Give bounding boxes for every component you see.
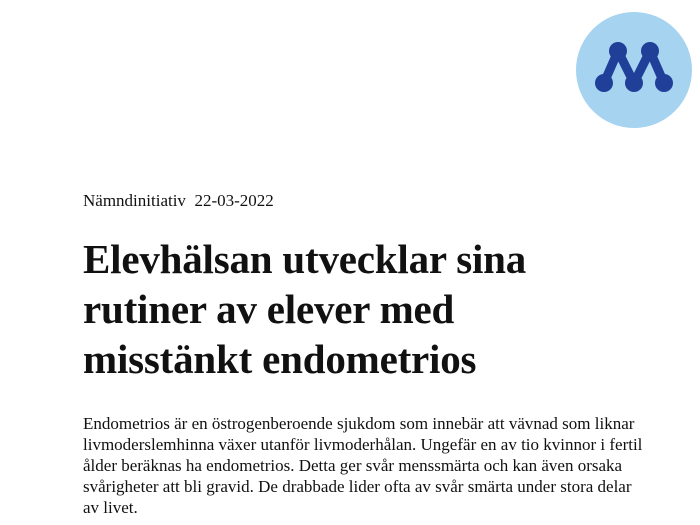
- body-paragraph: [83, 413, 683, 518]
- document-title: [83, 234, 643, 384]
- logo-circle: [576, 12, 692, 128]
- logo-dot: [595, 74, 613, 92]
- logo-dot: [655, 74, 673, 92]
- logo-dot: [625, 74, 643, 92]
- title-line: Elevhälsan utvecklar sina: [83, 236, 527, 282]
- document-date: 22-03-2022: [194, 191, 274, 210]
- title-line: rutiner av elever med: [83, 286, 455, 332]
- logo-dot: [641, 42, 659, 60]
- body-line: livmoderslemhinna växer utanför livmoderhålan. Ungefär en av tio kvinnor i fertil: [83, 435, 643, 454]
- body-line: svårigheter att bli gravid. De drabbade lider ofta av svår smärta under stora delar: [83, 477, 632, 496]
- party-logo: [576, 12, 692, 128]
- body-line: Endometrios är en östrogenberoende sjukdom som innebär att vävnad som liknar: [83, 414, 635, 433]
- body-line: ålder beräknas ha endometrios. Detta ger svår menssmärta och kan även orsaka: [83, 456, 623, 475]
- document-meta: [83, 191, 274, 211]
- title-line: misstänkt endometrios: [83, 336, 477, 382]
- document-type: Nämndinitiativ: [83, 191, 186, 210]
- body-line: av livet.: [83, 498, 138, 517]
- moderaterna-m-icon: [576, 12, 692, 128]
- logo-dot: [609, 42, 627, 60]
